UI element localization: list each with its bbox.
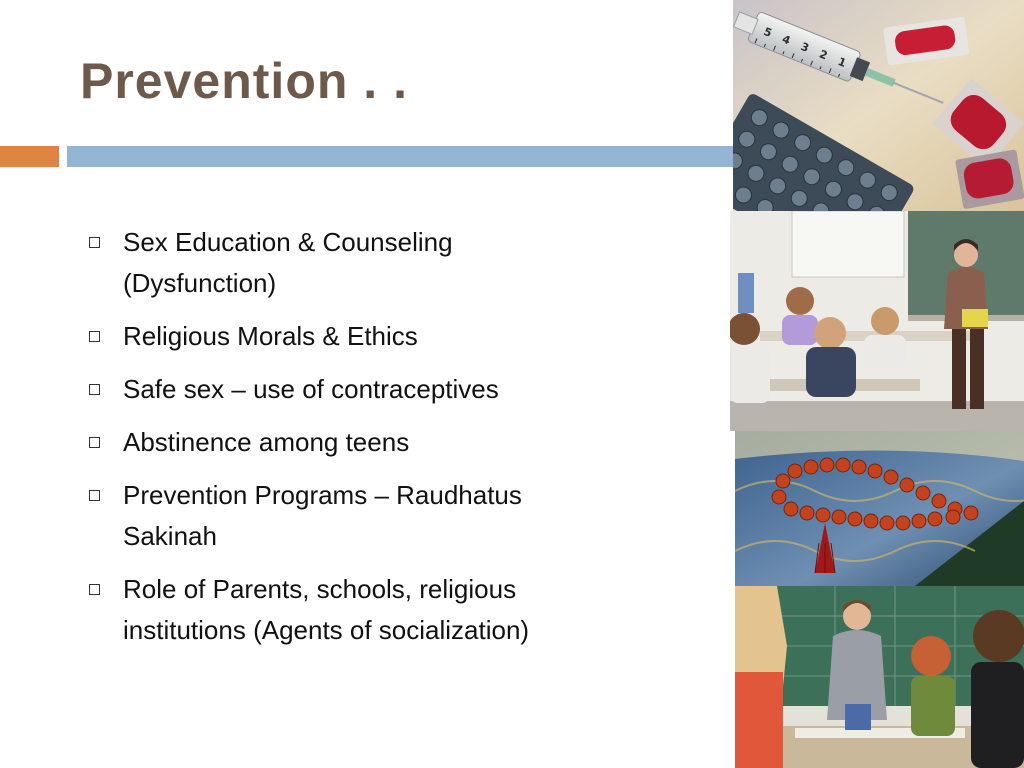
slide-title: Prevention . . — [80, 53, 408, 109]
bullet-text: Prevention Programs – Raudhatus — [123, 480, 522, 510]
bullet-item — [88, 475, 608, 557]
square-bullet-icon — [89, 584, 100, 595]
contraceptives-photo — [733, 0, 1024, 211]
syringe-scale-label: 2 — [817, 47, 830, 63]
accent-bar-blue — [67, 146, 747, 167]
bullet-list — [88, 222, 608, 663]
square-bullet-icon — [89, 331, 100, 342]
bullet-text: Safe sex – use of contraceptives — [123, 374, 499, 404]
bullet-item — [88, 422, 608, 463]
square-bullet-icon — [89, 384, 100, 395]
syringe-scale-label: 1 — [835, 55, 848, 70]
bullet-item — [88, 222, 608, 304]
classroom-teacher-photo — [730, 211, 1024, 431]
syringe-scale-label: 4 — [780, 32, 793, 48]
bullet-text: Sex Education & Counseling — [123, 227, 453, 257]
bullet-item — [88, 569, 608, 651]
classroom-students-photo — [735, 586, 1024, 768]
accent-bar-orange — [0, 146, 59, 167]
square-bullet-icon — [89, 437, 100, 448]
square-bullet-icon — [89, 490, 100, 501]
bullet-text: Abstinence among teens — [123, 427, 410, 457]
bullet-text: (Dysfunction) — [123, 268, 277, 298]
bullet-text: Religious Morals & Ethics — [123, 321, 418, 351]
bullet-item — [88, 369, 608, 410]
square-bullet-icon — [89, 237, 100, 248]
bullet-text: institutions (Agents of socialization) — [123, 615, 530, 645]
photo-column — [730, 0, 1024, 768]
syringe-scale-label: 5 — [761, 25, 774, 40]
bullet-item — [88, 316, 608, 357]
bullet-text: Role of Parents, schools, religious — [123, 574, 517, 604]
prayer-beads-photo — [735, 431, 1024, 586]
syringe-scale-label: 3 — [798, 40, 811, 55]
bullet-text: Sakinah — [123, 521, 217, 551]
